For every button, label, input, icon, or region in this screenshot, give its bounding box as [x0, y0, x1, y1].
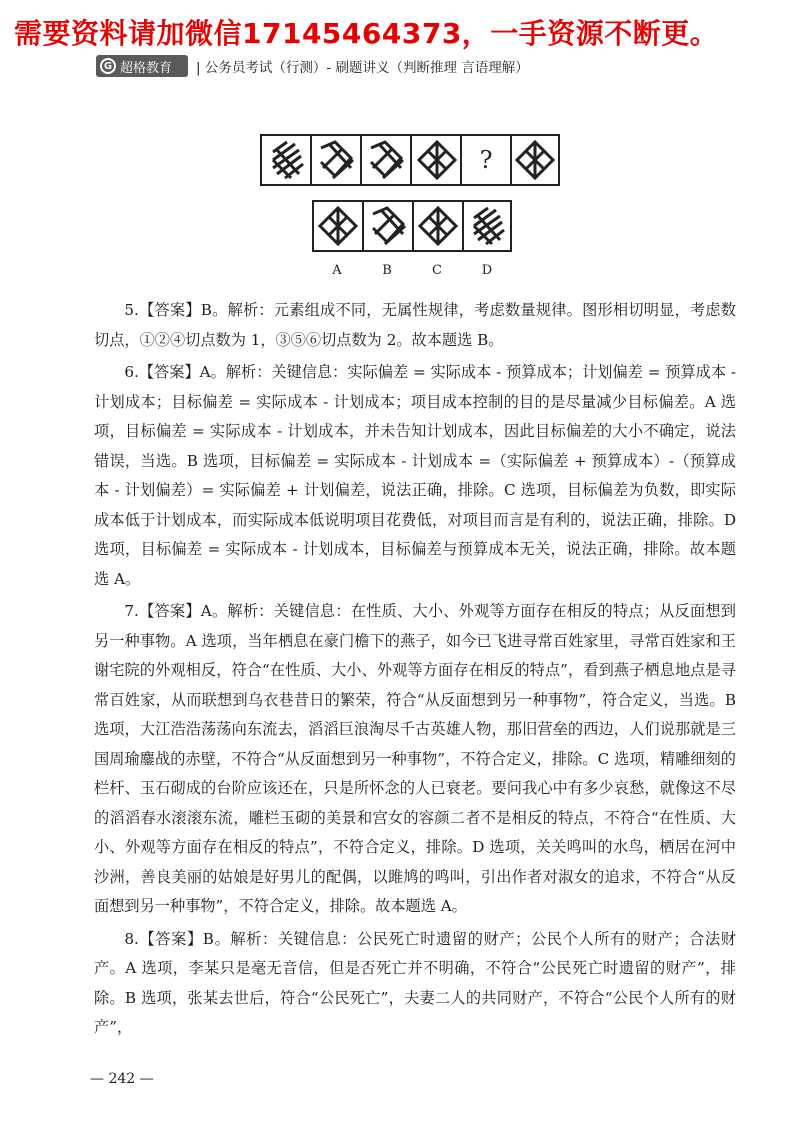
answer-8: 8.【答案】B。解析：关键信息：公民死亡时遗留的财产；公民个人所有的财产；合法财产。A 选项，李某只是毫无音信，但是否死亡并不明确，不符合“公民死亡时遗留的财产”，排除。B 选项，张某去世后，符合“公民死亡”，夫妻二人的共同财产，不符合“公民个人所有的财产”，	[94, 929, 736, 1036]
option-labels	[312, 263, 512, 278]
answer-6: 6.【答案】A。解析：关键信息：实际偏差 = 实际成本 - 预算成本；计划偏差 = 预算成本 - 计划成本；目标偏差 = 实际成本 - 计划成本；项目成本控制的目的是尽量减少目标偏差。A 选项，目标偏差 = 实际成本 - 计划成本，并未告知计划成本，因此目标偏差的大小不确定，说法错误，当选。B 选项，目标偏差 = 实际成本 - 计划成本 =（实际偏差 + 预算成本）-（预算成本 - 计划偏差）= 实际偏差 + 计划偏差，说法正确，排除。C 选项，目标偏差为负数，即实际成本低于计划成本，而实际成本低说明项目花费低，对项目而言是有利的，说法正确，排除。D 选项，目标偏差 = 实际成本 - 计划成本，目标偏差与预算成本无关，说法正确，排除。故本题选 A。	[94, 363, 736, 588]
options-row	[312, 200, 512, 252]
answer-explanations	[94, 296, 736, 1043]
watermark-banner: 需要资料请加微信17145464373，一手资源不断更。	[14, 17, 719, 50]
option-label-a: A	[332, 263, 342, 278]
option-label-c: C	[432, 263, 442, 278]
answer-5: 5.【答案】B。解析：元素组成不同，无属性规律，考虑数量规律。图形相切明显，考虑数切点，①②④切点数为 1，③⑤⑥切点数为 2。故本题选 B。	[94, 301, 736, 349]
option-label-b: B	[382, 263, 392, 278]
page-number: — 242 —	[90, 1071, 154, 1087]
options-figure	[312, 200, 512, 256]
question-figure	[260, 134, 560, 186]
logo-text: 超格教育	[120, 60, 173, 76]
answer-7: 7.【答案】A。解析：关键信息：在性质、大小、外观等方面存在相反的特点；从反面想到另一种事物。A 选项，当年栖息在豪门檐下的燕子，如今已飞进寻常百姓家里，寻常百姓家和王谢宅院的外观相反，符合“在性质、大小、外观等方面存在相反的特点”，看到燕子栖息地点是寻常百姓家，从而联想到乌衣巷昔日的繁荣，符合“从反面想到另一种事物”，符合定义，当选。B 选项，大江浩浩荡荡向东流去，滔滔巨浪淘尽千古英雄人物，那旧营垒的西边，人们说那就是三国周瑜鏖战的赤壁，不符合“从反面想到另一种事物”，不符合定义，排除。C 选项，精雕细刻的栏杆、玉石砌成的台阶应该还在，只是所怀念的人已衰老。要问我心中有多少哀愁，就像这不尽的滔滔春水滚滚东流，雕栏玉砌的美景和宫女的容颜二者不是相反的特点，不符合“在性质、大小、外观等方面存在相反的特点”，不符合定义，排除。D 选项，关关鸣叫的水鸟，栖居在河中沙洲，善良美丽的姑娘是好男儿的配偶，以雎鸠的鸣叫，引出作者对淑女的追求，不符合“从反面想到另一种事物”，不符合定义，排除。故本题选 A。	[94, 602, 736, 915]
sequence-row	[260, 134, 560, 186]
option-label-d: D	[481, 263, 493, 278]
header-title: | 公务员考试（行测）- 刷题讲义（判断推理 言语理解）	[196, 60, 529, 76]
logo-icon: G	[100, 58, 116, 74]
publisher-logo	[96, 55, 188, 77]
question-mark: ?	[479, 146, 493, 174]
page-header	[96, 53, 529, 79]
